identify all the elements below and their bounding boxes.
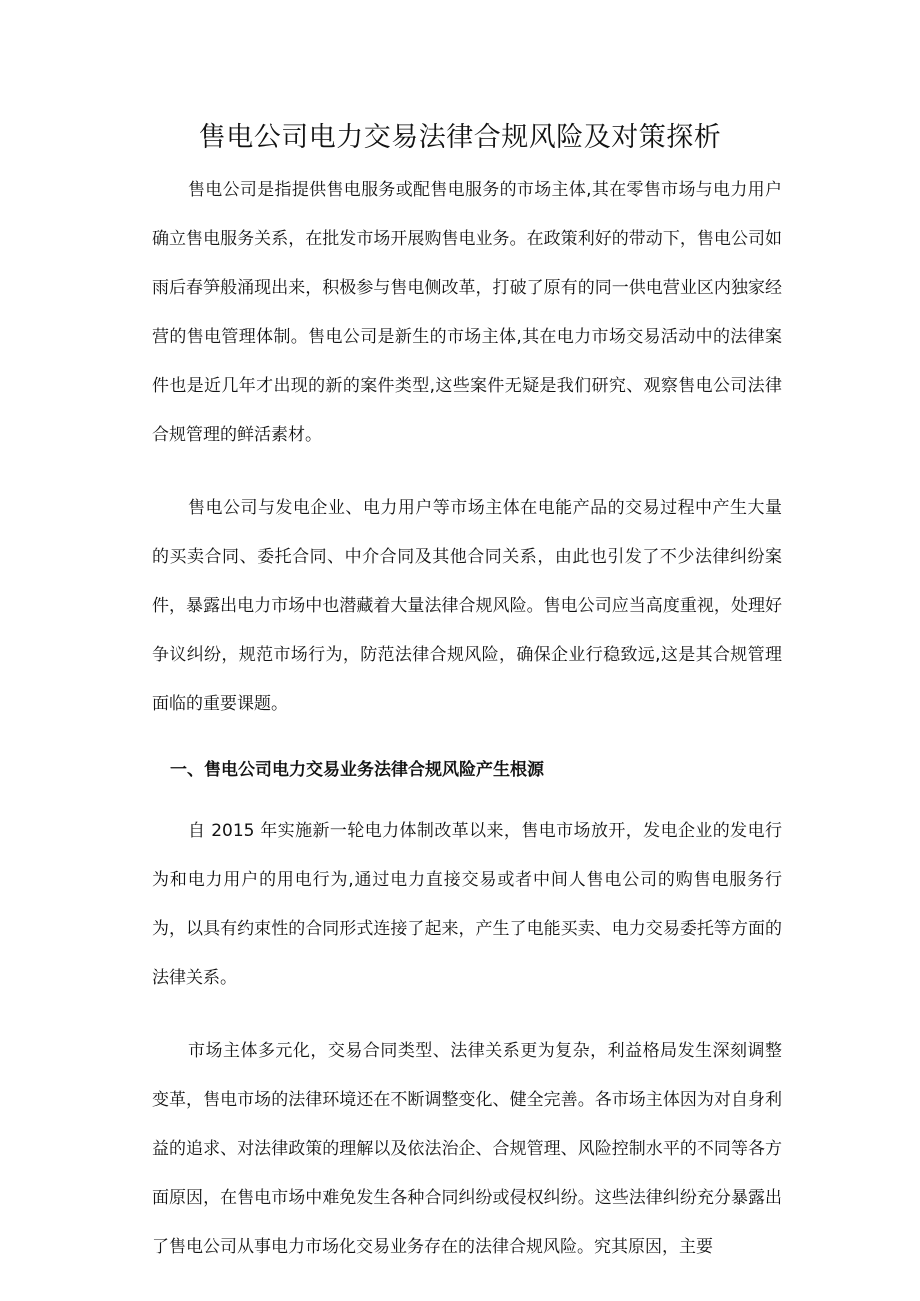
section-heading: 一、售电公司电力交易业务法律合规风险产生根源: [170, 760, 544, 780]
paragraph-market: 市场主体多元化，交易合同类型、法律关系更为复杂，利益格局发生深刻调整变革，售电市场的法律环境还在不断调整变化、健全完善。各市场主体因为对自身利益的追求、对法律政策的理解以及依法治企、合规管理、风险控制水平的不同等各方面原因，在售电市场中难免发生各种合同纠纷或侵权纠纷。这些法律纠纷充分暴露出了售电公司从事电力市场化交易业务存在的法律合规风险。究其原因，主要: [152, 1041, 782, 1257]
paragraph-intro: 售电公司是指提供售电服务或配售电服务的市场主体,其在零售市场与电力用户确立售电服务关系，在批发市场开展购售电业务。在政策利好的带动下，售电公司如雨后春笋般涌现出来，积极参与售电侧改革，打破了原有的同一供电营业区内独家经营的售电管理体制。售电公司是新生的市场主体,其在电力市场交易活动中的法律案件也是近几年才出现的新的案件类型,这些案件无疑是我们研究、观察售电公司法律合规管理的鲜活素材。: [152, 180, 782, 445]
paragraph-reform: 自 2015 年实施新一轮电力体制改革以来，售电市场放开，发电企业的发电行为和电力用户的用电行为,通过电力直接交易或者中间人售电公司的购售电服务行为，以具有约束性的合同形式连接了起来，产生了电能买卖、电力交易委托等方面的法律关系。: [152, 821, 782, 988]
document-title: 售电公司电力交易法律合规风险及对策探析: [198, 122, 722, 153]
document-body: [152, 166, 782, 1296]
paragraph-risks: 售电公司与发电企业、电力用户等市场主体在电能产品的交易过程中产生大量的买卖合同、委托合同、中介合同及其他合同关系，由此也引发了不少法律纠纷案件，暴露出电力市场中也潜藏着大量法律合规风险。售电公司应当高度重视，处理好争议纠纷，规范市场行为，防范法律合规风险，确保企业行稳致远,这是其合规管理面临的重要课题。: [152, 498, 782, 714]
